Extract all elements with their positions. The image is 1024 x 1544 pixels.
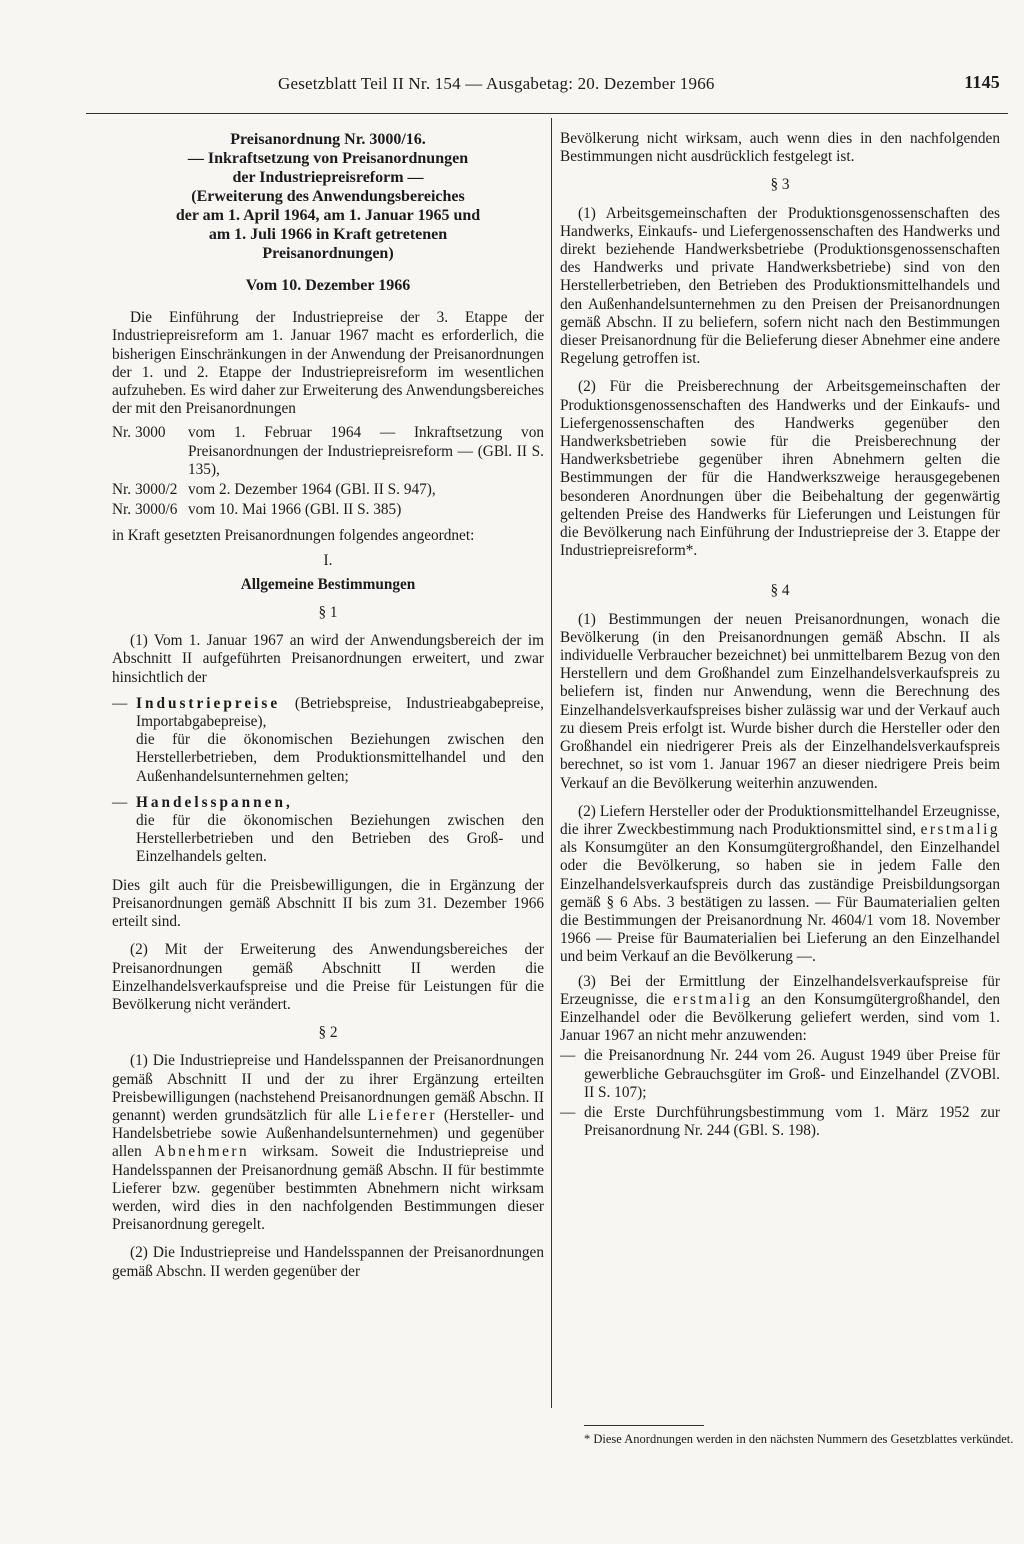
footnote: * Diese Anordnungen werden in den nächsten Nummern des Gesetzblattes verkündet.	[584, 1432, 1014, 1446]
section-number: I.	[323, 551, 333, 569]
title-line: am 1. Juli 1966 in Kraft getretenen	[208, 226, 448, 243]
text-run: (Hersteller- und Handelsbetriebe sowie Außenhandelsunternehmen) und gegenüber allen	[112, 1106, 544, 1161]
paragraph-3-2: (2) Für die Preisberechnung der Arbeitsgemeinschaften der Produktionsgenossenschaften des Handwerks und der Einkaufs- und Liefergenossenschaften des Handwerks gegenüber den Handwerksbetrieben sowie für die Preisberechnung der Handwerksbetriebe gegenüber ihren Abnehmern gelten die Bestimmungen der für die Handwerkszweige herausgegebenen besonderen Anordnungen über die Beibehaltung der gegenwärtig geltenden Preise des Handwerks für Lieferungen und Leistungen für die Bevölkerung nach Einführung der Industriepreise der 3. Etappe der Industriepreisreform*.	[560, 378, 1000, 560]
dash-marker: —	[112, 694, 128, 712]
ordinance-row	[112, 424, 544, 481]
text-run: als Konsumgüter an den Konsumgütergroßhandel, den Einzelhandel oder die Bevölkerung, so haben sie in jedem Falle den Einzelhandelsverkaufspreis durch das zuständige Preisbildungsorgan gemäß § 6 Abs. 3 bestätigen zu lassen. — Für Baumaterialien gelten die Bestimmungen der Preisanordnung Nr. 4604/1 vom 18. November 1966 — Preise für Baumaterialien bei Lieferung an den Einzelhandel und beim Verkauf an die Bevölkerung —.	[560, 839, 1000, 966]
paragraph-3-1: (1) Arbeitsgemeinschaften der Produktionsgenossenschaften des Handwerks, Einkaufs- und Liefergenossenschaften des Handwerks und direkt beziehende Handwerksbetriebe (Produktionsgenossenschaften des Handwerks und private Handwerksbetriebe) sind von den Herstellerbetrieben, den Betrieben des Produktionsmittelhandels und den Außenhandelsunternehmen zu den Preisen der Preisanordnungen gemäß Abschn. II zu beliefern, sofern nicht nach den Bestimmungen dieser Preisanordnung für die Belieferung dieser Abnehmer eine andere Regelung getroffen ist.	[560, 204, 1000, 368]
right-column	[560, 130, 1000, 1140]
ordinance-number: Nr. 3000	[112, 424, 166, 442]
spaced-word-abnehmern: Abnehmern	[154, 1143, 250, 1161]
left-column	[112, 130, 544, 1281]
list-item-industriepreise	[112, 695, 544, 786]
column-divider	[551, 118, 552, 1408]
ordinance-row	[112, 481, 544, 501]
term-description: die für die ökonomischen Beziehungen zwischen den Herstellerbetrieben und den Betrieben des Groß- und Einzelhandels gelten.	[136, 812, 544, 866]
title-line: (Erweiterung des Anwendungsbereiches	[191, 188, 465, 205]
paragraph-2-2: (2) Die Industriepreise und Handelsspannen der Preisanordnungen gemäß Abschn. II werden gegenüber der	[112, 1244, 544, 1280]
document-date: Vom 10. Dezember 1966	[245, 277, 411, 294]
list-item	[560, 1104, 1000, 1140]
term-handelsspannen: Handelsspannen,	[136, 793, 293, 811]
ordinance-number: Nr. 3000/6	[112, 501, 178, 519]
paragraph-sign-1: § 1	[318, 604, 338, 622]
in-kraft-paragraph: in Kraft gesetzten Preisanordnungen folgendes angeordnet:	[112, 527, 475, 545]
paragraph-sign-2: § 2	[318, 1024, 338, 1042]
paragraph-4-2	[560, 803, 1000, 967]
spaced-word-erstmalig: erstmalig	[673, 990, 753, 1008]
paragraph-4-1: (1) Bestimmungen der neuen Preisanordnungen, wonach die Bevölkerung (in den Preisanordnungen gemäß Abschn. II als individuelle Verbraucher bezeichnet) bei unmittelbarem Bezug von den Herstellern und dem Großhandel zum Einzelhandelsverkaufspreis zu beliefern ist, finden nur Anwendung, wenn die Berechnung des Einzelhandelsverkaufspreises bisher zulässig war und der Verkauf auch zu diesem Preis erfolgt ist. Wurde bisher durch die Hersteller oder den Großhandel ein niedrigerer Preis als der Einzelhandelsverkaufspreis berechnet, so ist vom 1. Januar 1967 an dieser niedrigere Preis beim Verkauf an die Bevölkerung weiterhin anzuwenden.	[560, 610, 1000, 792]
ordinance-text: vom 2. Dezember 1964 (GBl. II S. 947),	[188, 481, 436, 499]
text-run: (3) Bei der Ermittlung der Einzelhandelsverkaufspreise für Erzeugnisse, die	[560, 972, 1000, 1008]
ordinance-row	[112, 501, 544, 521]
term-description: die für die ökonomischen Beziehungen zwischen den Herstellerbetrieben, dem Produktionsmittelhandel und den Außenhandelsunternehmen gelten;	[136, 731, 544, 785]
ordinance-text: vom 10. Mai 1966 (GBl. II S. 385)	[188, 501, 402, 519]
text-run: (2) Liefern Hersteller oder der Produktionsmittelhandel Erzeugnisse, die ihrer Zweckbestimmung nach Produktionsmittel sind,	[560, 802, 1000, 838]
text-run: an den Konsumgütergroßhandel, den Einzelhandel oder die Bevölkerung geliefert werden, sind vom 1. Januar 1967 an nicht mehr anzuwenden:	[560, 990, 1001, 1045]
text-run: wirksam. Soweit die Industriepreise und Handelsspannen der Preisanordnung gemäß Abschn. II für bestimmte Lieferer bzw. gegenüber bestimmten Abnehmern nicht wirksam werden, wird dies in den nachfolgenden Bestimmungen dieser Preisanordnung geregelt.	[112, 1143, 544, 1234]
title-line: der Industriepreisreform —	[232, 169, 424, 186]
title-line: Preisanordnungen)	[262, 245, 394, 262]
list-item-handelsspannen	[112, 794, 544, 867]
dash-marker: —	[112, 793, 128, 811]
title-line: der am 1. April 1964, am 1. Januar 1965 und	[175, 207, 481, 224]
spaced-word-lieferer: Lieferer	[367, 1106, 437, 1124]
gazette-header-title: Gesetzblatt Teil II Nr. 154 — Ausgabetag: 20. Dezember 1966	[278, 74, 715, 93]
header-rule	[86, 113, 1008, 114]
dash-marker: —	[560, 1103, 576, 1121]
page-number: 1145	[964, 72, 1000, 92]
intro-paragraph: Die Einführung der Industriepreise der 3. Etappe der Industriepreisreform am 1. Januar 1967 macht es erforderlich, die bisherigen Einschränkungen in der Anwendung der Preisanordnungen der 1. und 2. Etappe der Industriepreisreform im wesentlichen aufzuheben. Es wird daher zur Erweiterung des Anwendungsbereiches der mit den Preisanordnungen	[112, 309, 544, 418]
spaced-word-erstmalig: erstmalig	[920, 820, 1000, 838]
paragraph-1-1: (1) Vom 1. Januar 1967 an wird der Anwendungsbereich der im Abschnitt II aufgeführten Preisanordnungen erweitert, und zwar hinsichtlich der	[112, 632, 544, 686]
paragraph-4-3	[560, 973, 1000, 1046]
list-item-text: die Erste Durchführungsbestimmung vom 1. März 1952 zur Preisanordnung Nr. 244 (GBl. S. 198).	[584, 1103, 1000, 1140]
term-industriepreise: Industriepreise	[136, 694, 281, 712]
list-item-text: die Preisanordnung Nr. 244 vom 26. August 1949 über Preise für gewerbliche Gebrauchsgüter im Groß- und Einzelhandel (ZVOBl. II S. 107);	[584, 1047, 1000, 1101]
term-detail: (Betriebspreise, Industrieabgabepreise, Importabgabepreise),	[136, 694, 544, 731]
paragraph-2-2-continued: Bevölkerung nicht wirksam, auch wenn dies in den nachfolgenden Bestimmungen nicht ausdrücklich festgelegt ist.	[560, 130, 1000, 166]
footnote-rule	[584, 1425, 704, 1426]
ordinance-number: Nr. 3000/2	[112, 481, 178, 499]
paragraph-sign-3: § 3	[770, 176, 790, 194]
section-title: Allgemeine Bestimmungen	[240, 575, 416, 593]
ordinance-list	[112, 424, 544, 521]
ordinance-text: vom 1. Februar 1964 — Inkraftsetzung von Preisanordnungen der Industriepreisreform — (GBl. II S. 135),	[188, 424, 544, 478]
text-run: (1) Die Industriepreise und Handelsspannen der Preisanordnungen gemäß Abschnitt II und der zu ihrer Ergänzung erteilten Preisbewilligungen (nachstehend Preisanordnungen gemäß Abschn. II genannt) werden grundsätzlich für alle	[112, 1052, 544, 1124]
title-line: Preisanordnung Nr. 3000/16.	[230, 131, 426, 148]
document-title	[112, 130, 544, 263]
dash-marker: —	[560, 1047, 576, 1065]
paragraph-sign-4: § 4	[770, 582, 790, 600]
paragraph-2-1	[112, 1052, 544, 1234]
paragraph-1-2: (2) Mit der Erweiterung des Anwendungsbereiches der Preisanordnungen gemäß Abschnitt II werden die Einzelhandelsverkaufspreise und die Preise für Leistungen für die Bevölkerung nicht verändert.	[112, 941, 544, 1013]
paragraph-1-after: Dies gilt auch für die Preisbewilligungen, die in Ergänzung der Preisanordnungen gemäß Abschnitt II bis zum 31. Dezember 1966 erteilt sind.	[112, 876, 544, 931]
title-line: — Inkraftsetzung von Preisanordnungen	[187, 150, 469, 167]
list-item	[560, 1047, 1000, 1102]
